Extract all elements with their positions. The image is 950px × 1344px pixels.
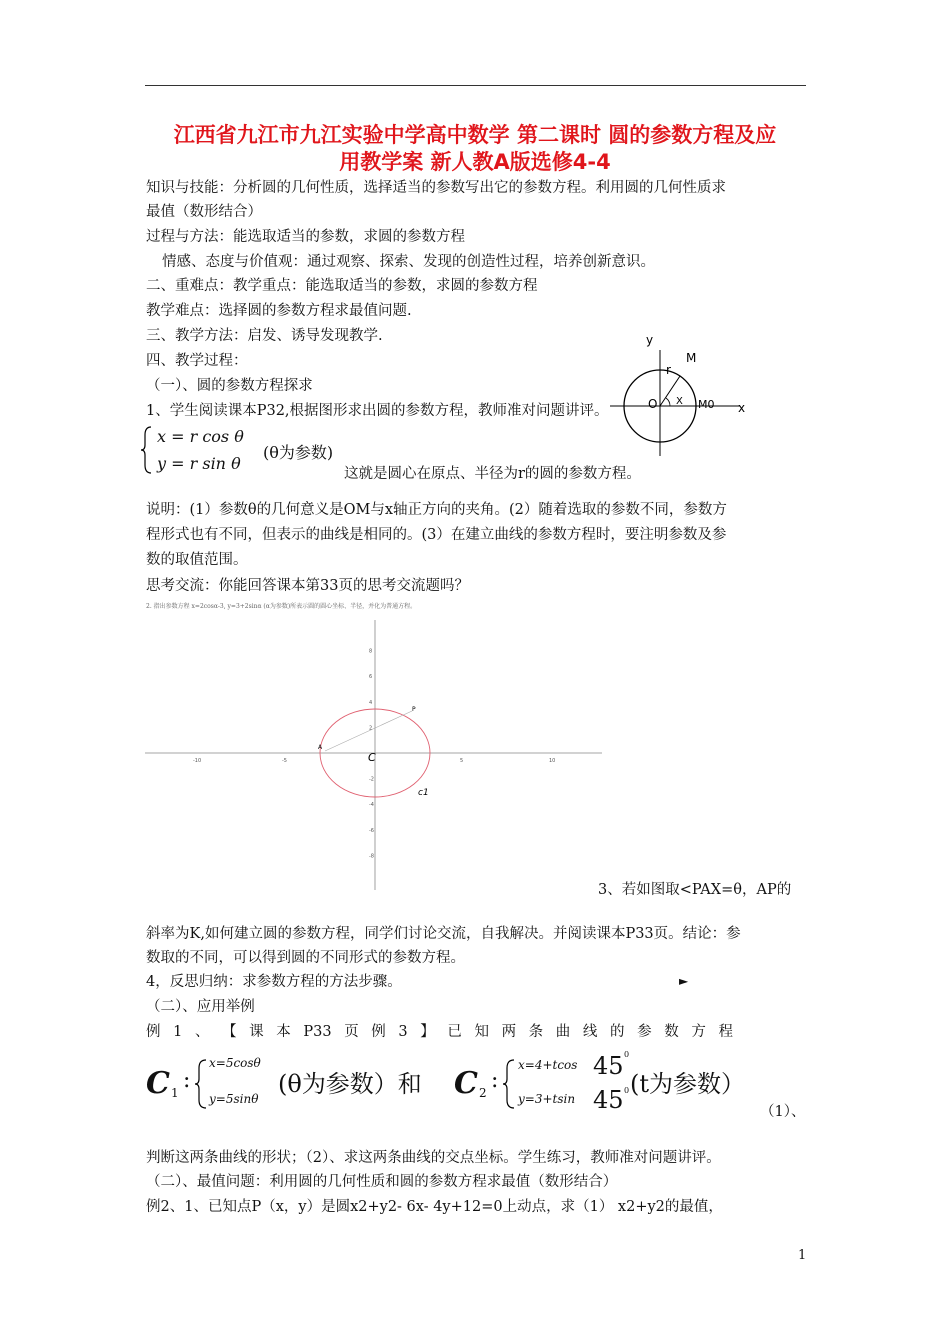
- paragraph: 例 1 、 【 课 本 P33 页 例 3 】 已 知 两 条 曲 线 的 参 数 方 程: [146, 1024, 733, 1040]
- paragraph: 过程与方法：能选取适当的参数，求圆的参数方程: [146, 229, 465, 245]
- y-tick-label: 4: [369, 699, 373, 706]
- paragraph: 数的取值范围。: [146, 552, 248, 568]
- page-title: [140, 122, 810, 176]
- equation-y: y = r sin θ: [157, 454, 241, 473]
- fig1-M0-label: M0: [698, 398, 715, 411]
- equation-param: (θ为参数): [263, 443, 334, 462]
- c1-symbol: C: [146, 1066, 170, 1101]
- y-tick-label: 2: [369, 725, 373, 732]
- c2-angle-bottom: 45: [593, 1086, 624, 1114]
- paragraph: （二）、应用举例: [146, 999, 255, 1015]
- equation-brace: [140, 425, 154, 475]
- paragraph: 判断这两条曲线的形状；（2）、求这两条曲线的交点坐标。学生练习，教师准对问题讲评。: [146, 1150, 721, 1166]
- fig2-label-C: C: [368, 751, 376, 764]
- paragraph: 思考交流：你能回答课本第33页的思考交流题吗？: [146, 578, 469, 594]
- c1-x-eq: x=5cosθ: [209, 1056, 261, 1070]
- x-tick-label: -5: [282, 758, 287, 764]
- fig2-label-c1: c1: [418, 788, 429, 798]
- fig1-x-label: x: [738, 401, 746, 415]
- paragraph: 程形式也有不同，但表示的曲线是相同的。(3）在建立曲线的参数方程时，要注明参数及参: [146, 527, 727, 543]
- paragraph: 这就是圆心在原点、半径为r的圆的参数方程。: [344, 466, 641, 482]
- arrow-marker: ►: [679, 974, 689, 988]
- c2-colon: :: [491, 1068, 499, 1093]
- paragraph: 1、学生阅读课本P32,根据图形求出圆的参数方程，教师准对问题讲评。: [146, 403, 609, 419]
- paragraph: （1）、: [760, 1104, 806, 1120]
- paragraph: 情感、态度与价值观：通过观察、探索、发现的创造性过程，培养创新意识。: [162, 254, 655, 270]
- fig1-X-label: X: [676, 396, 683, 407]
- paragraph: 知识与技能：分析圆的几何性质，选择适当的参数写出它的参数方程。利用圆的几何性质求: [146, 180, 726, 196]
- c2-brace: [502, 1058, 516, 1110]
- c1-param: (θ为参数）和: [278, 1070, 422, 1098]
- fig1-r-label: r: [666, 363, 671, 377]
- c2-x-eq: x=4+tcos: [518, 1058, 578, 1072]
- c2-symbol: C: [454, 1066, 478, 1101]
- example-equations: [146, 1050, 806, 1120]
- y-tick-label: -8: [369, 853, 374, 860]
- y-tick-label: -6: [369, 827, 374, 834]
- c1-subscript: 1: [171, 1086, 179, 1100]
- paragraph: （二）、最值问题：利用圆的几何性质和圆的参数方程求最值（数形结合）: [146, 1174, 618, 1190]
- paragraph: 四、教学过程：: [146, 353, 248, 369]
- c2-subscript: 2: [479, 1086, 487, 1100]
- c2-y-eq: y=3+tsin: [518, 1092, 576, 1106]
- x-tick-label: -10: [193, 758, 202, 764]
- paragraph: 教学难点：选择圆的参数方程求最值问题.: [146, 303, 412, 319]
- paragraph: 最值（数形结合）: [146, 204, 262, 220]
- header-rule: [145, 85, 806, 86]
- c2-deg-bottom: 0: [624, 1086, 630, 1095]
- title-line-1: 江西省九江市九江实验中学高中数学 第二课时 圆的参数方程及应: [173, 123, 777, 147]
- c1-colon: :: [183, 1068, 191, 1093]
- paragraph: 说明：(1）参数θ的几何意义是OM与x轴正方向的夹角。(2）随着选取的参数不同，参数方: [146, 502, 727, 518]
- fig1-y-label: y: [646, 333, 654, 347]
- paragraph: （一）、圆的参数方程探求: [146, 378, 313, 394]
- paragraph: 三、教学方法：启发、诱导发现教学.: [146, 328, 383, 344]
- figure2-caption: 2. 指出参数方程 x=2cosα-3, y=3+2sinα (α为参数)所表示圆的圆心坐标、半径，并化为普通方程。: [146, 603, 417, 610]
- c1-y-eq: y=5sinθ: [209, 1092, 259, 1106]
- paragraph: 二、重难点：教学重点：能选取适当的参数，求圆的参数方程: [146, 278, 538, 294]
- fig1-O-label: O: [648, 397, 658, 411]
- c2-param: (t为参数）: [630, 1070, 746, 1098]
- page-number: 1: [798, 1248, 807, 1263]
- fig2-label-P: P: [412, 706, 416, 713]
- unit-circle-figure: [590, 328, 760, 458]
- y-tick-label: 8: [369, 648, 373, 655]
- fig2-label-A: A: [318, 744, 323, 751]
- circle-graph: [140, 615, 610, 895]
- paragraph: 斜率为K,如何建立圆的参数方程，同学们讨论交流，自我解决。并阅读课本P33页。结论：参: [146, 926, 741, 942]
- equation-x: x = r cos θ: [157, 427, 244, 446]
- title-line-2: 用教学案 新人教A版选修4-4: [339, 150, 611, 174]
- fig1-M-label: M: [686, 351, 697, 365]
- c2-deg-top: 0: [624, 1050, 630, 1059]
- c1-brace: [194, 1058, 208, 1110]
- c2-angle-top: 45: [593, 1052, 624, 1080]
- y-tick-label: -4: [369, 802, 374, 809]
- x-tick-label: 5: [460, 758, 464, 764]
- x-tick-label: 10: [549, 758, 556, 764]
- y-tick-label: -2: [369, 776, 374, 783]
- paragraph: 4，反思归纳：求参数方程的方法步骤。: [146, 974, 402, 990]
- paragraph: 例2、1、已知点P（x，y）是圆x2+y2- 6x- 4y+12=0上动点，求（1） x2+y2的最值，: [146, 1199, 723, 1215]
- paragraph: 数取的不同，可以得到圆的不同形式的参数方程。: [146, 950, 465, 966]
- y-tick-label: 6: [369, 674, 373, 681]
- paragraph: 3、若如图取<PAX=θ，AP的: [598, 882, 792, 898]
